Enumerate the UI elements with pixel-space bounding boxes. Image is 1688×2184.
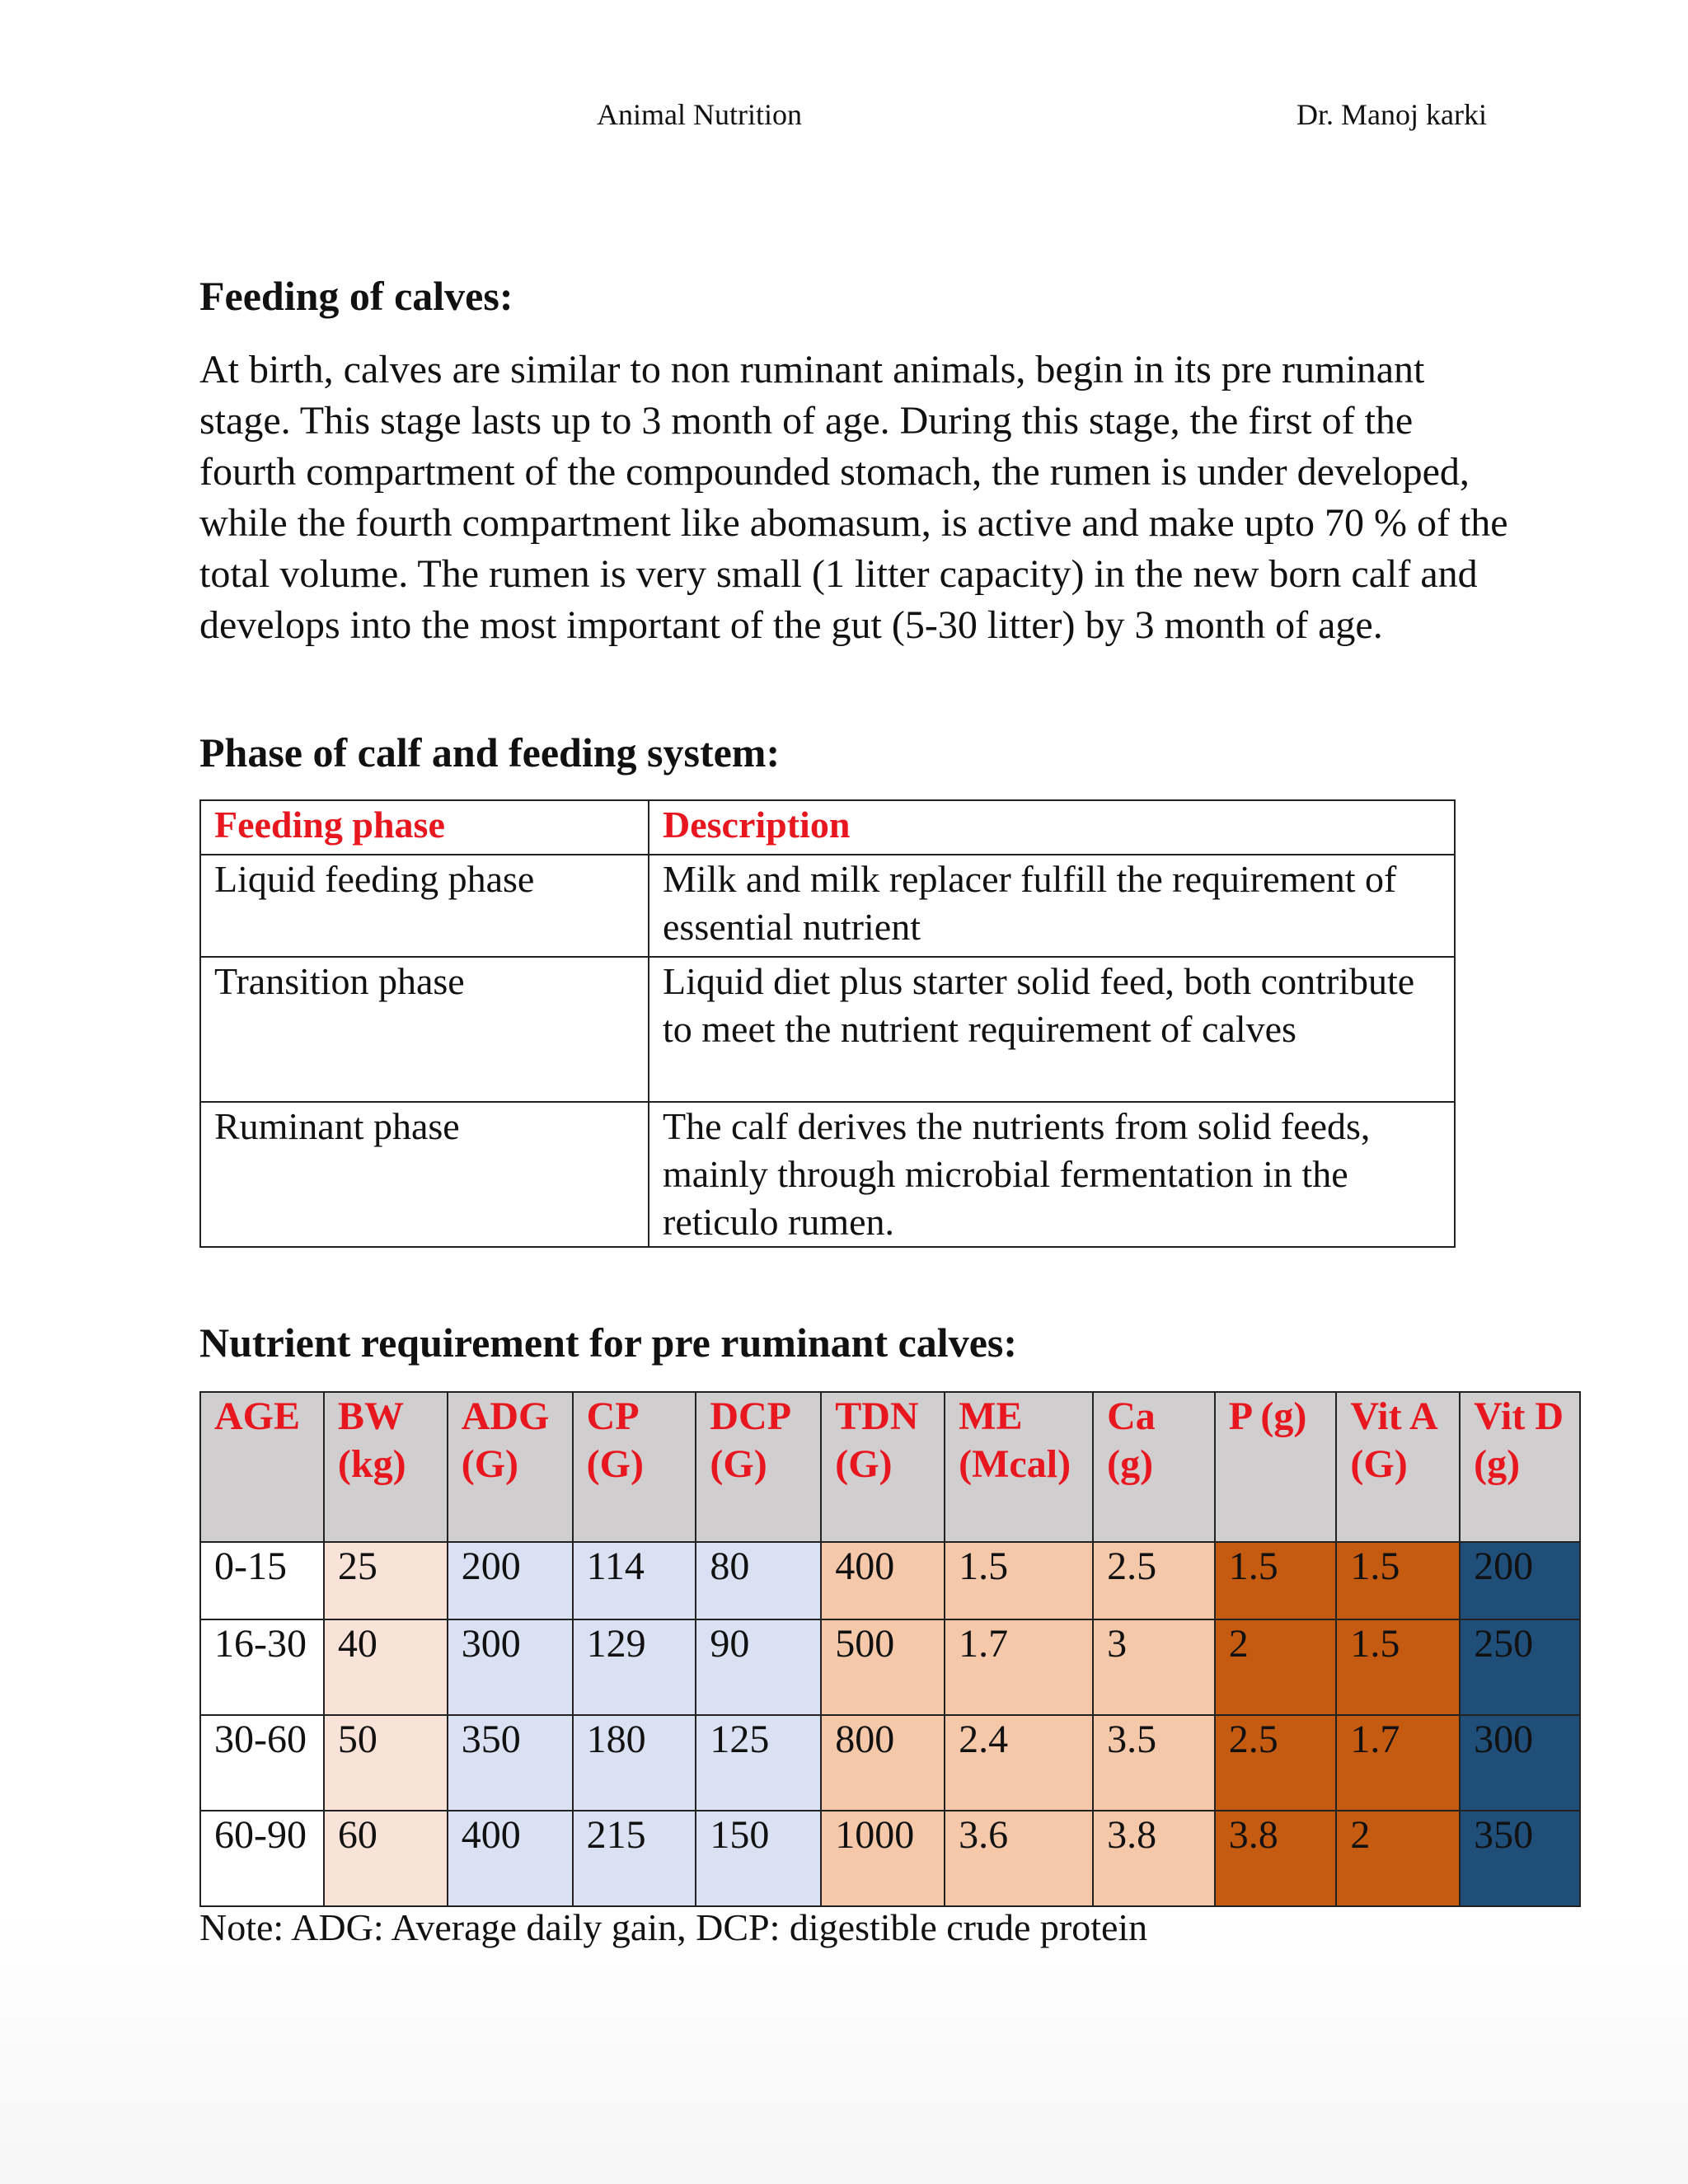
phase-name-cell: Liquid feeding phase (200, 855, 649, 957)
cell-vit-d: 200 (1460, 1542, 1580, 1619)
cell-dcp: 150 (696, 1811, 821, 1906)
header-cp: CP (G) (573, 1392, 696, 1542)
header-dcp: DCP (G) (696, 1392, 821, 1542)
header-age: AGE (200, 1392, 324, 1542)
cell-age: 0-15 (200, 1542, 324, 1619)
nutrient-table-header-row (200, 1392, 1580, 1542)
cell-bw: 50 (324, 1715, 448, 1811)
table-row (200, 855, 1455, 957)
phase-name-cell: Ruminant phase (200, 1102, 649, 1247)
phase-name-cell: Transition phase (200, 957, 649, 1102)
cell-me: 1.7 (945, 1619, 1093, 1715)
header-p: P (g) (1215, 1392, 1337, 1542)
cell-ca: 3.5 (1093, 1715, 1215, 1811)
intro-paragraph: At birth, calves are similar to non ruminant animals, begin in its pre ruminant stage. This stage lasts up to 3 month of age. During this stage, the first of the fourth compartment of the compounded stomach, the rumen is under developed, while the fourth compartment like abomasum, is active and make upto 70 % of the total volume. The rumen is very small (1 litter capacity) in the new born calf and develops into the most important of the gut (5-30 litter) by 3 month of age. (199, 348, 1508, 647)
cell-dcp: 90 (696, 1619, 821, 1715)
cell-ca: 2.5 (1093, 1542, 1215, 1619)
table-row (200, 1542, 1580, 1619)
cell-ca: 3.8 (1093, 1811, 1215, 1906)
cell-cp: 215 (573, 1811, 696, 1906)
phase-description-cell: Milk and milk replacer fulfill the requirement of essential nutrient (649, 855, 1455, 957)
cell-vit-a: 2 (1336, 1811, 1460, 1906)
cell-vit-d: 350 (1460, 1811, 1580, 1906)
cell-p: 2.5 (1215, 1715, 1337, 1811)
header-adg: ADG (G) (448, 1392, 573, 1542)
cell-vit-a: 1.5 (1336, 1619, 1460, 1715)
cell-p: 1.5 (1215, 1542, 1337, 1619)
phase-table-header-description: Description (649, 800, 1455, 855)
cell-me: 2.4 (945, 1715, 1093, 1811)
header-vit-a: Vit A (G) (1336, 1392, 1460, 1542)
cell-age: 60-90 (200, 1811, 324, 1906)
cell-dcp: 80 (696, 1542, 821, 1619)
header-tdn: TDN (G) (821, 1392, 945, 1542)
cell-cp: 114 (573, 1542, 696, 1619)
cell-adg: 200 (448, 1542, 573, 1619)
cell-ca: 3 (1093, 1619, 1215, 1715)
cell-cp: 129 (573, 1619, 696, 1715)
cell-me: 3.6 (945, 1811, 1093, 1906)
phase-description-cell: The calf derives the nutrients from solid feeds, mainly through microbial fermentation in the reticulo rumen. (649, 1102, 1455, 1247)
header-course-title: Animal Nutrition (597, 98, 802, 131)
header-me: ME (Mcal) (945, 1392, 1093, 1542)
table-row (200, 957, 1455, 1102)
feeding-phase-table (199, 799, 1456, 1248)
running-header (0, 97, 1688, 138)
cell-p: 3.8 (1215, 1811, 1337, 1906)
cell-p: 2 (1215, 1619, 1337, 1715)
cell-me: 1.5 (945, 1542, 1093, 1619)
section-title-phase-of-calf: Phase of calf and feeding system: (199, 729, 781, 776)
cell-vit-a: 1.5 (1336, 1542, 1460, 1619)
cell-adg: 300 (448, 1619, 573, 1715)
cell-adg: 400 (448, 1811, 573, 1906)
table-note: Note: ADG: Average daily gain, DCP: digestible crude protein (199, 1906, 1148, 1948)
phase-table-header-row (200, 800, 1455, 855)
cell-vit-d: 300 (1460, 1715, 1580, 1811)
cell-age: 16-30 (200, 1619, 324, 1715)
section-title-feeding-of-calves: Feeding of calves: (199, 273, 513, 319)
cell-tdn: 1000 (821, 1811, 945, 1906)
header-vit-d: Vit D (g) (1460, 1392, 1580, 1542)
table-row (200, 1619, 1580, 1715)
nutrient-requirement-table (199, 1391, 1581, 1907)
cell-cp: 180 (573, 1715, 696, 1811)
page-bottom-shade (0, 1912, 1688, 2184)
table-row (200, 1715, 1580, 1811)
header-bw: BW (kg) (324, 1392, 448, 1542)
cell-age: 30-60 (200, 1715, 324, 1811)
cell-tdn: 800 (821, 1715, 945, 1811)
header-author: Dr. Manoj karki (1296, 98, 1487, 131)
cell-bw: 40 (324, 1619, 448, 1715)
cell-adg: 350 (448, 1715, 573, 1811)
phase-table-header-feeding-phase: Feeding phase (200, 800, 649, 855)
cell-dcp: 125 (696, 1715, 821, 1811)
table-row (200, 1811, 1580, 1906)
table-row (200, 1102, 1455, 1247)
section-title-nutrient-requirement: Nutrient requirement for pre ruminant calves: (199, 1319, 1017, 1366)
cell-bw: 25 (324, 1542, 448, 1619)
cell-bw: 60 (324, 1811, 448, 1906)
cell-tdn: 500 (821, 1619, 945, 1715)
cell-tdn: 400 (821, 1542, 945, 1619)
cell-vit-a: 1.7 (1336, 1715, 1460, 1811)
header-ca: Ca (g) (1093, 1392, 1215, 1542)
cell-vit-d: 250 (1460, 1619, 1580, 1715)
phase-description-cell: Liquid diet plus starter solid feed, both contribute to meet the nutrient requirement of calves (649, 957, 1455, 1102)
